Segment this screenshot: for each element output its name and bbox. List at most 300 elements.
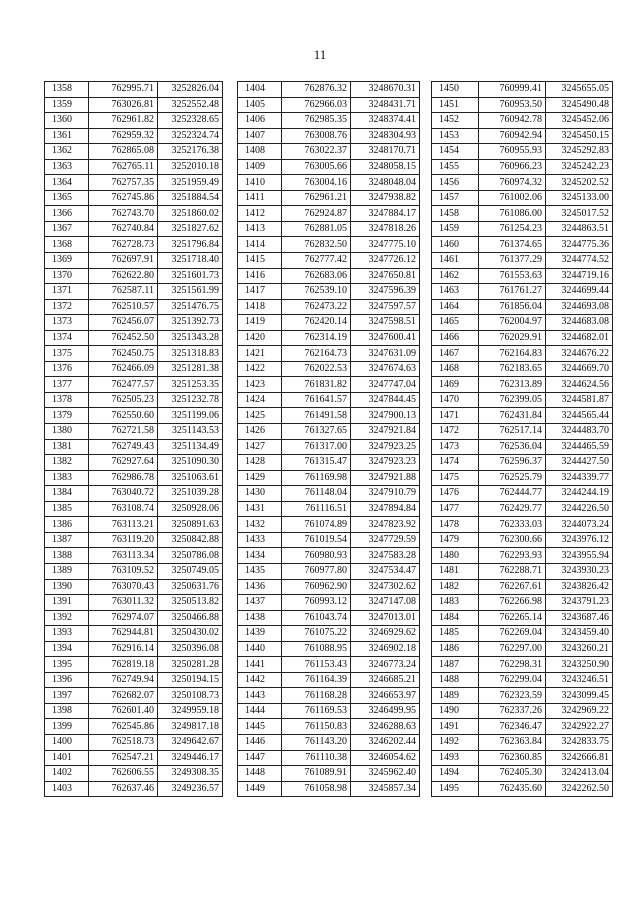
coordinate-x-cell: 761641.57 — [282, 392, 351, 408]
point-number-cell: 1488 — [432, 672, 479, 688]
coordinate-x-cell: 761169.53 — [282, 703, 351, 719]
coordinate-x-cell: 762961.82 — [89, 113, 158, 129]
table-row — [432, 501, 613, 517]
coordinate-x-cell: 762300.66 — [479, 532, 546, 548]
coordinate-y-cell: 3246929.62 — [351, 626, 420, 642]
coordinate-x-cell: 761150.83 — [282, 719, 351, 735]
coordinate-x-cell: 762545.86 — [89, 719, 158, 735]
coordinate-x-cell: 761491.58 — [282, 408, 351, 424]
coordinate-y-cell: 3247598.51 — [351, 315, 420, 331]
coordinate-x-cell: 762944.81 — [89, 626, 158, 642]
coordinate-y-cell: 3245490.48 — [546, 97, 613, 113]
table-row — [432, 657, 613, 673]
coordinate-y-cell: 3251476.75 — [158, 299, 223, 315]
coordinate-x-cell: 760980.93 — [282, 548, 351, 564]
table-row — [238, 377, 420, 393]
point-number-cell: 1415 — [238, 253, 282, 269]
point-number-cell: 1475 — [432, 470, 479, 486]
table-row — [45, 159, 223, 175]
point-number-cell: 1417 — [238, 284, 282, 300]
coordinate-y-cell: 3245655.05 — [546, 82, 613, 98]
coordinate-x-cell: 762966.03 — [282, 97, 351, 113]
table-row — [238, 299, 420, 315]
coordinate-y-cell: 3244699.44 — [546, 284, 613, 300]
coordinate-x-cell: 762606.55 — [89, 766, 158, 782]
coordinate-y-cell: 3250749.05 — [158, 563, 223, 579]
point-number-cell: 1363 — [45, 159, 89, 175]
table-row — [238, 501, 420, 517]
point-number-cell: 1437 — [238, 595, 282, 611]
coordinate-y-cell: 3247747.04 — [351, 377, 420, 393]
coordinate-y-cell: 3250281.28 — [158, 657, 223, 673]
point-number-cell: 1409 — [238, 159, 282, 175]
coordinate-y-cell: 3243976.12 — [546, 532, 613, 548]
coordinate-x-cell: 760999.41 — [479, 82, 546, 98]
point-number-cell: 1481 — [432, 563, 479, 579]
coordinate-y-cell: 3245452.06 — [546, 113, 613, 129]
point-number-cell: 1378 — [45, 392, 89, 408]
coordinate-x-cell: 761002.06 — [479, 190, 546, 206]
point-number-cell: 1411 — [238, 190, 282, 206]
table-row — [45, 190, 223, 206]
coordinate-x-cell: 762961.21 — [282, 190, 351, 206]
coordinate-y-cell: 3247597.57 — [351, 299, 420, 315]
coordinate-x-cell: 761043.74 — [282, 610, 351, 626]
table-row — [238, 781, 420, 797]
coordinate-y-cell: 3251063.61 — [158, 470, 223, 486]
coordinate-table-1 — [44, 81, 223, 797]
point-number-cell: 1476 — [432, 486, 479, 502]
table-row — [45, 781, 223, 797]
coordinate-y-cell: 3251253.35 — [158, 377, 223, 393]
table-row — [432, 439, 613, 455]
coordinate-x-cell: 762505.23 — [89, 392, 158, 408]
point-number-cell: 1429 — [238, 470, 282, 486]
coordinate-y-cell: 3247674.63 — [351, 361, 420, 377]
coordinate-x-cell: 762435.60 — [479, 781, 546, 797]
point-number-cell: 1461 — [432, 253, 479, 269]
coordinate-y-cell: 3250891.63 — [158, 517, 223, 533]
point-number-cell: 1358 — [45, 82, 89, 98]
table-row — [45, 610, 223, 626]
point-number-cell: 1459 — [432, 221, 479, 237]
coordinate-y-cell: 3247823.92 — [351, 517, 420, 533]
coordinate-y-cell: 3243250.90 — [546, 657, 613, 673]
coordinate-y-cell: 3251827.62 — [158, 221, 223, 237]
point-number-cell: 1430 — [238, 486, 282, 502]
point-number-cell: 1433 — [238, 532, 282, 548]
point-number-cell: 1464 — [432, 299, 479, 315]
coordinate-x-cell: 763113.21 — [89, 517, 158, 533]
point-number-cell: 1446 — [238, 734, 282, 750]
coordinate-y-cell: 3247600.41 — [351, 330, 420, 346]
coordinate-y-cell: 3251199.06 — [158, 408, 223, 424]
coordinate-x-cell: 761553.63 — [479, 268, 546, 284]
coordinate-x-cell: 762360.85 — [479, 750, 546, 766]
table-row — [432, 424, 613, 440]
point-number-cell: 1443 — [238, 688, 282, 704]
table-row — [45, 206, 223, 222]
coordinate-y-cell: 3247910.79 — [351, 486, 420, 502]
table-row — [432, 703, 613, 719]
point-number-cell: 1442 — [238, 672, 282, 688]
point-number-cell: 1406 — [238, 113, 282, 129]
coordinate-y-cell: 3247596.39 — [351, 284, 420, 300]
table-row — [238, 595, 420, 611]
coordinate-y-cell: 3247726.12 — [351, 253, 420, 269]
coordinate-y-cell: 3244339.77 — [546, 470, 613, 486]
table-row — [432, 175, 613, 191]
coordinate-y-cell: 3242969.22 — [546, 703, 613, 719]
coordinate-x-cell: 762740.84 — [89, 221, 158, 237]
point-number-cell: 1427 — [238, 439, 282, 455]
table-row — [45, 517, 223, 533]
point-number-cell: 1425 — [238, 408, 282, 424]
point-number-cell: 1480 — [432, 548, 479, 564]
coordinate-x-cell: 761116.51 — [282, 501, 351, 517]
point-number-cell: 1473 — [432, 439, 479, 455]
point-number-cell: 1434 — [238, 548, 282, 564]
coordinate-x-cell: 761831.82 — [282, 377, 351, 393]
point-number-cell: 1413 — [238, 221, 282, 237]
point-number-cell: 1388 — [45, 548, 89, 564]
coordinate-x-cell: 763022.37 — [282, 144, 351, 160]
table-row — [238, 626, 420, 642]
coordinate-y-cell: 3247844.45 — [351, 392, 420, 408]
point-number-cell: 1483 — [432, 595, 479, 611]
coordinate-x-cell: 762525.79 — [479, 470, 546, 486]
point-number-cell: 1438 — [238, 610, 282, 626]
coordinate-x-cell: 763011.32 — [89, 595, 158, 611]
coordinate-x-cell: 760953.50 — [479, 97, 546, 113]
table-row — [238, 610, 420, 626]
table-row — [45, 750, 223, 766]
point-number-cell: 1370 — [45, 268, 89, 284]
table-row — [238, 392, 420, 408]
table-row — [432, 595, 613, 611]
point-number-cell: 1439 — [238, 626, 282, 642]
coordinate-x-cell: 762682.07 — [89, 688, 158, 704]
point-number-cell: 1466 — [432, 330, 479, 346]
coordinate-x-cell: 761374.65 — [479, 237, 546, 253]
point-number-cell: 1426 — [238, 424, 282, 440]
table-row — [432, 237, 613, 253]
coordinate-y-cell: 3247894.84 — [351, 501, 420, 517]
table-row — [238, 346, 420, 362]
table-row — [45, 734, 223, 750]
point-number-cell: 1418 — [238, 299, 282, 315]
coordinate-y-cell: 3252328.65 — [158, 113, 223, 129]
coordinate-y-cell: 3250928.06 — [158, 501, 223, 517]
coordinate-x-cell: 762363.84 — [479, 734, 546, 750]
table-row — [238, 284, 420, 300]
point-number-cell: 1444 — [238, 703, 282, 719]
point-number-cell: 1485 — [432, 626, 479, 642]
point-number-cell: 1470 — [432, 392, 479, 408]
coordinate-y-cell: 3244669.70 — [546, 361, 613, 377]
coordinate-y-cell: 3242833.75 — [546, 734, 613, 750]
table-row — [45, 641, 223, 657]
coordinate-y-cell: 3246902.18 — [351, 641, 420, 657]
table-row — [432, 626, 613, 642]
point-number-cell: 1479 — [432, 532, 479, 548]
point-number-cell: 1474 — [432, 455, 479, 471]
coordinate-x-cell: 760993.12 — [282, 595, 351, 611]
coordinate-x-cell: 762517.14 — [479, 424, 546, 440]
coordinate-y-cell: 3251039.28 — [158, 486, 223, 502]
coordinate-y-cell: 3248304.93 — [351, 128, 420, 144]
coordinate-x-cell: 762518.73 — [89, 734, 158, 750]
coordinate-y-cell: 3250430.02 — [158, 626, 223, 642]
table-row — [45, 97, 223, 113]
point-number-cell: 1407 — [238, 128, 282, 144]
coordinate-x-cell: 761327.65 — [282, 424, 351, 440]
point-number-cell: 1486 — [432, 641, 479, 657]
table-row — [45, 532, 223, 548]
point-number-cell: 1419 — [238, 315, 282, 331]
coordinate-x-cell: 762399.05 — [479, 392, 546, 408]
table-row — [432, 221, 613, 237]
point-number-cell: 1384 — [45, 486, 89, 502]
coordinate-tables — [0, 81, 640, 851]
coordinate-y-cell: 3244581.87 — [546, 392, 613, 408]
table-row — [45, 392, 223, 408]
coordinate-x-cell: 762004.97 — [479, 315, 546, 331]
coordinate-y-cell: 3251143.53 — [158, 424, 223, 440]
coordinate-x-cell: 762269.04 — [479, 626, 546, 642]
point-number-cell: 1487 — [432, 657, 479, 673]
table-row — [45, 330, 223, 346]
coordinate-y-cell: 3247923.23 — [351, 455, 420, 471]
coordinate-y-cell: 3244863.51 — [546, 221, 613, 237]
coordinate-y-cell: 3249642.67 — [158, 734, 223, 750]
point-number-cell: 1482 — [432, 579, 479, 595]
coordinate-x-cell: 762431.84 — [479, 408, 546, 424]
coordinate-y-cell: 3246499.95 — [351, 703, 420, 719]
point-number-cell: 1366 — [45, 206, 89, 222]
point-number-cell: 1477 — [432, 501, 479, 517]
coordinate-x-cell: 761086.00 — [479, 206, 546, 222]
point-number-cell: 1360 — [45, 113, 89, 129]
coordinate-x-cell: 762183.65 — [479, 361, 546, 377]
table-row — [432, 517, 613, 533]
coordinate-x-cell: 763005.66 — [282, 159, 351, 175]
point-number-cell: 1436 — [238, 579, 282, 595]
coordinate-y-cell: 3243791.23 — [546, 595, 613, 611]
coordinate-y-cell: 3247884.17 — [351, 206, 420, 222]
point-number-cell: 1398 — [45, 703, 89, 719]
coordinate-x-cell: 763108.74 — [89, 501, 158, 517]
point-number-cell: 1359 — [45, 97, 89, 113]
table-row — [432, 144, 613, 160]
point-number-cell: 1390 — [45, 579, 89, 595]
coordinate-x-cell: 762466.09 — [89, 361, 158, 377]
coordinate-x-cell: 762881.05 — [282, 221, 351, 237]
coordinate-x-cell: 760977.80 — [282, 563, 351, 579]
point-number-cell: 1402 — [45, 766, 89, 782]
coordinate-x-cell: 762297.00 — [479, 641, 546, 657]
coordinate-y-cell: 3243826.42 — [546, 579, 613, 595]
coordinate-x-cell: 762444.77 — [479, 486, 546, 502]
point-number-cell: 1416 — [238, 268, 282, 284]
point-number-cell: 1380 — [45, 424, 89, 440]
point-number-cell: 1465 — [432, 315, 479, 331]
table-row — [238, 766, 420, 782]
point-number-cell: 1460 — [432, 237, 479, 253]
point-number-cell: 1376 — [45, 361, 89, 377]
table-row — [432, 346, 613, 362]
coordinate-y-cell: 3247938.82 — [351, 190, 420, 206]
table-row — [238, 128, 420, 144]
coordinate-y-cell: 3251090.30 — [158, 455, 223, 471]
coordinate-y-cell: 3244775.36 — [546, 237, 613, 253]
point-number-cell: 1471 — [432, 408, 479, 424]
coordinate-x-cell: 762547.21 — [89, 750, 158, 766]
coordinate-x-cell: 762697.91 — [89, 253, 158, 269]
point-number-cell: 1435 — [238, 563, 282, 579]
coordinate-x-cell: 761168.28 — [282, 688, 351, 704]
coordinate-x-cell: 760966.23 — [479, 159, 546, 175]
coordinate-y-cell: 3248431.71 — [351, 97, 420, 113]
table-row — [432, 159, 613, 175]
coordinate-y-cell: 3247818.26 — [351, 221, 420, 237]
table-row — [432, 361, 613, 377]
coordinate-x-cell: 762536.04 — [479, 439, 546, 455]
point-number-cell: 1399 — [45, 719, 89, 735]
table-row — [238, 470, 420, 486]
table-row — [432, 766, 613, 782]
table-row — [238, 206, 420, 222]
table-row — [45, 719, 223, 735]
coordinate-y-cell: 3251860.02 — [158, 206, 223, 222]
table-row — [45, 377, 223, 393]
coordinate-x-cell: 762765.11 — [89, 159, 158, 175]
point-number-cell: 1494 — [432, 766, 479, 782]
coordinate-y-cell: 3251718.40 — [158, 253, 223, 269]
coordinate-x-cell: 762298.31 — [479, 657, 546, 673]
point-number-cell: 1455 — [432, 159, 479, 175]
coordinate-x-cell: 762924.87 — [282, 206, 351, 222]
coordinate-y-cell: 3247923.25 — [351, 439, 420, 455]
coordinate-x-cell: 762757.35 — [89, 175, 158, 191]
coordinate-y-cell: 3247147.08 — [351, 595, 420, 611]
coordinate-y-cell: 3246653.97 — [351, 688, 420, 704]
table-row — [432, 315, 613, 331]
table-row — [45, 144, 223, 160]
coordinate-y-cell: 3245202.52 — [546, 175, 613, 191]
coordinate-x-cell: 761143.20 — [282, 734, 351, 750]
table-row — [238, 688, 420, 704]
coordinate-y-cell: 3243459.40 — [546, 626, 613, 642]
coordinate-y-cell: 3251601.73 — [158, 268, 223, 284]
table-row — [432, 750, 613, 766]
table-row — [238, 486, 420, 502]
coordinate-y-cell: 3247921.84 — [351, 424, 420, 440]
coordinate-y-cell: 3252010.18 — [158, 159, 223, 175]
coordinate-x-cell: 763109.52 — [89, 563, 158, 579]
coordinate-y-cell: 3245133.00 — [546, 190, 613, 206]
coordinate-x-cell: 762288.71 — [479, 563, 546, 579]
coordinate-y-cell: 3251318.83 — [158, 346, 223, 362]
table-row — [45, 237, 223, 253]
point-number-cell: 1400 — [45, 734, 89, 750]
coordinate-y-cell: 3247534.47 — [351, 563, 420, 579]
point-number-cell: 1383 — [45, 470, 89, 486]
table-row — [238, 361, 420, 377]
coordinate-x-cell: 762876.32 — [282, 82, 351, 98]
coordinate-x-cell: 760962.90 — [282, 579, 351, 595]
coordinate-x-cell: 762164.83 — [479, 346, 546, 362]
table-row — [238, 221, 420, 237]
coordinate-x-cell: 762622.80 — [89, 268, 158, 284]
coordinate-y-cell: 3244693.08 — [546, 299, 613, 315]
coordinate-y-cell: 3243930.23 — [546, 563, 613, 579]
table-row — [238, 82, 420, 98]
coordinate-y-cell: 3248058.15 — [351, 159, 420, 175]
point-number-cell: 1412 — [238, 206, 282, 222]
coordinate-x-cell: 762477.57 — [89, 377, 158, 393]
point-number-cell: 1431 — [238, 501, 282, 517]
coordinate-y-cell: 3250108.73 — [158, 688, 223, 704]
table-row — [432, 113, 613, 129]
point-number-cell: 1454 — [432, 144, 479, 160]
table-row — [432, 532, 613, 548]
table-row — [45, 688, 223, 704]
table-row — [238, 268, 420, 284]
table-row — [432, 641, 613, 657]
coordinate-y-cell: 3252324.74 — [158, 128, 223, 144]
table-row — [45, 563, 223, 579]
table-row — [238, 703, 420, 719]
table-row — [238, 97, 420, 113]
coordinate-x-cell: 762819.18 — [89, 657, 158, 673]
coordinate-x-cell: 762832.50 — [282, 237, 351, 253]
table-row — [45, 595, 223, 611]
point-number-cell: 1362 — [45, 144, 89, 160]
coordinate-y-cell: 3249308.35 — [158, 766, 223, 782]
coordinate-x-cell: 762405.30 — [479, 766, 546, 782]
table-row — [238, 548, 420, 564]
coordinate-x-cell: 762985.35 — [282, 113, 351, 129]
coordinate-y-cell: 3247900.13 — [351, 408, 420, 424]
coordinate-y-cell: 3247631.09 — [351, 346, 420, 362]
coordinate-y-cell: 3243099.45 — [546, 688, 613, 704]
coordinate-x-cell: 762293.93 — [479, 548, 546, 564]
table-row — [432, 268, 613, 284]
point-number-cell: 1452 — [432, 113, 479, 129]
table-row — [238, 579, 420, 595]
table-row — [238, 439, 420, 455]
point-number-cell: 1392 — [45, 610, 89, 626]
table-row — [45, 113, 223, 129]
coordinate-x-cell: 760955.93 — [479, 144, 546, 160]
table-row — [238, 517, 420, 533]
point-number-cell: 1414 — [238, 237, 282, 253]
table-row — [432, 128, 613, 144]
point-number-cell: 1448 — [238, 766, 282, 782]
point-number-cell: 1492 — [432, 734, 479, 750]
coordinate-y-cell: 3250786.08 — [158, 548, 223, 564]
coordinate-x-cell: 761315.47 — [282, 455, 351, 471]
point-number-cell: 1389 — [45, 563, 89, 579]
coordinate-y-cell: 3244244.19 — [546, 486, 613, 502]
table-row — [238, 159, 420, 175]
coordinate-x-cell: 761088.95 — [282, 641, 351, 657]
table-row — [45, 268, 223, 284]
coordinate-x-cell: 762749.43 — [89, 439, 158, 455]
point-number-cell: 1453 — [432, 128, 479, 144]
coordinate-y-cell: 3251392.73 — [158, 315, 223, 331]
